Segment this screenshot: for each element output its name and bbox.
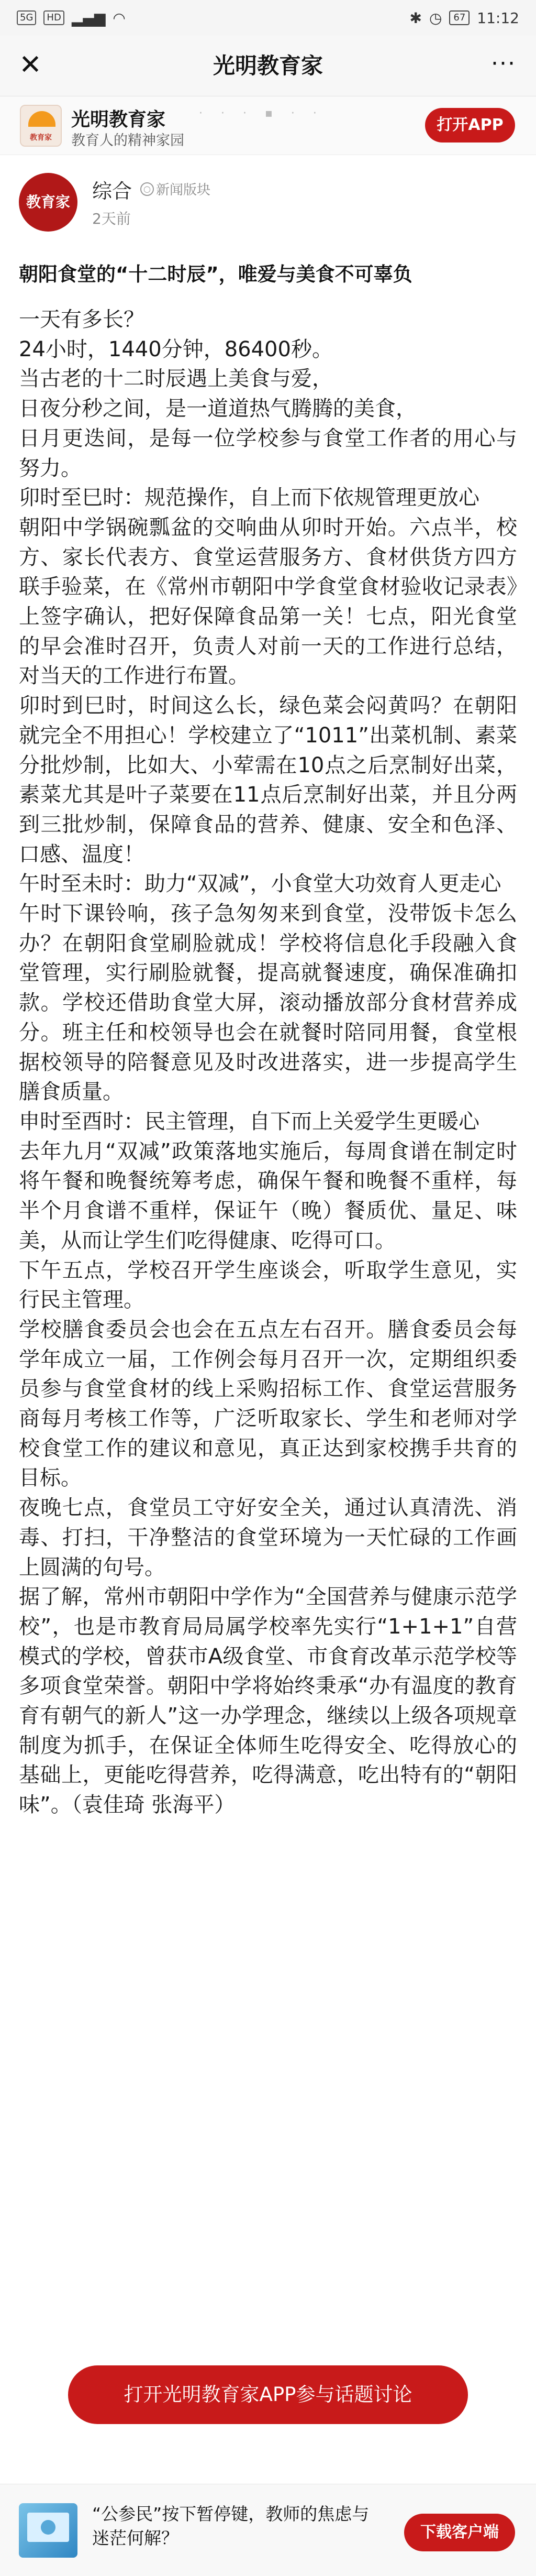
author-tag-label: 新闻版块 (156, 182, 211, 198)
open-app-discuss-button[interactable]: 打开光明教育家APP参与话题讨论 (68, 2365, 468, 2424)
article-paragraph: 卯时到巳时，时间这么长，绿色菜会闷黄吗？在朝阳就完全不用担心！学校建立了“1011”出菜机制、素菜分批炒制，比如大、小荤需在10点之后烹制好出菜，素菜尤其是叶子菜要在11点后烹制好出菜，并且分两到三批炒制，保障食品的营养、健康、安全和色泽、口感、温度！ (19, 694, 517, 867)
status-time: 11:12 (477, 9, 519, 27)
signal-icon: ▂▄▆ (71, 9, 106, 27)
bluetooth-icon: ✱ (409, 9, 422, 27)
article-paragraph: 一天有多长？ (19, 308, 144, 332)
article-paragraph: 夜晚七点，食堂员工守好安全关，通过认真清洗、消毒、打扫，干净整洁的食堂环境为一天忙碌的工作画上圆满的句号。 (19, 1496, 517, 1580)
ad-headline[interactable]: “公参民”按下暂停键，教师的焦虑与迷茫何解？ (92, 2504, 370, 2548)
page-title: 光明教育家 (213, 53, 323, 79)
article-paragraph: 去年九月“双减”政策落地实施后，每周食谱在制定时将午餐和晚餐统筹考虑，确保午餐和晚餐不重样，每半个月食谱不重样，保证午（晚）餐质优、量足、味美，从而让学生们吃得健康、吃得可口。 (19, 1139, 517, 1253)
article-body (19, 305, 517, 1820)
open-app-button[interactable]: 打开APP (425, 108, 515, 142)
section-heading: 申时至酉时：民主管理，自下而上关爱学生更暖心 (19, 1109, 479, 1134)
battery-icon: 67 (449, 10, 470, 25)
nav-bar (0, 36, 536, 96)
author-tag (140, 179, 210, 199)
status-bar (0, 0, 536, 36)
article-paragraph: 当古老的十二时辰遇上美食与爱， (19, 367, 333, 391)
tag-icon: ○ (140, 182, 154, 196)
alarm-icon: ◷ (429, 9, 442, 27)
article-paragraph: 据了解，常州市朝阳中学作为“全国营养与健康示范学校”，也是市教育局局属学校率先实行“1+1+1”自营模式的学校，曾获市A级食堂、市食育改革示范学校等多项食堂荣誉。朝阳中学将始终秉承“办有温度的教育 育有朝气的新人”这一办学理念，继续以上级各项规章制度为抓手，在保证全体师生吃得安全、吃得放心的基础上，更能吃得营养，吃得满意，吃出特有的“朝阳味”。（袁佳琦 张海平） (19, 1585, 517, 1817)
article-paragraph: 午时下课铃响，孩子急匆匆来到食堂，没带饭卡怎么办？在朝阳食堂刷脸就成！学校将信息化手段融入食堂管理，实行刷脸就餐，提高就餐速度，确保准确扣款。学校还借助食堂大屏，滚动播放部分食材营养成分。班主任和校领导也会在就餐时陪同用餐，食堂根据校领导的陪餐意见及时改进落实，进一步提高学生膳食质量。 (19, 902, 517, 1104)
wifi-icon: ◠ (113, 9, 126, 27)
post-time: 2天前 (92, 210, 131, 227)
article-paragraph: 日月更迭间，是每一位学校参与食堂工作者的用心与努力。 (19, 426, 517, 480)
status-right (409, 9, 519, 27)
author-name[interactable]: 综合 (92, 180, 132, 203)
hd-chip: HD (43, 10, 64, 25)
bottom-ad-bar (0, 2484, 536, 2576)
article-title: 朝阳食堂的“十二时辰”，唯爱与美食不可辜负 (19, 263, 412, 286)
article-paragraph: 下午五点，学校召开学生座谈会，听取学生意见，实行民主管理。 (19, 1258, 517, 1312)
section-heading: 卯时至巳时：规范操作，自上而下依规管理更放心 (19, 486, 479, 510)
download-client-button[interactable]: 下载客户端 (404, 2514, 515, 2551)
banner-app-name: 光明教育家 (71, 109, 166, 130)
article-paragraph: 24小时，1440分钟，86400秒。 (19, 337, 333, 361)
section-heading: 午时至未时：助力“双减”，小食堂大功效育人更走心 (19, 872, 501, 896)
app-logo-label: 教育家 (30, 134, 52, 142)
more-icon[interactable]: ··· (491, 50, 516, 77)
ad-thumbnail-icon[interactable] (19, 2503, 77, 2558)
network-chip: 5G (17, 10, 36, 25)
app-logo-icon (20, 105, 62, 147)
article-paragraph: 朝阳中学锅碗瓢盆的交响曲从卯时开始。六点半，校方、家长代表方、食堂运营服务方、食材供货方四方联手验菜，在《常州市朝阳中学食堂食材验收记录表》上签字确认，把好保障食品第一关！七点，阳光食堂的早会准时召开，负责人对前一天的工作进行总结，对当天的工作进行布置。 (19, 515, 517, 688)
banner-slogan: 教育人的精神家园 (71, 133, 184, 149)
author-avatar[interactable]: 教育家 (19, 173, 77, 232)
app-banner (0, 96, 536, 155)
article-paragraph: 学校膳食委员会也会在五点左右召开。膳食委员会每学年成立一届，工作例会每月召开一次，定期组织委员参与食堂食材的线上采购招标工作、食堂运营服务商每月考核工作等，广泛听取家长、学生和老师对学校食堂工作的建议和意见，真正达到家校携手共育的目标。 (19, 1317, 517, 1490)
close-icon[interactable]: ✕ (19, 49, 42, 81)
status-left (17, 9, 126, 27)
decor-icon: · · · ▪ · · (199, 107, 324, 120)
article-paragraph: 日夜分秒之间，是一道道热气腾腾的美食， (19, 397, 417, 421)
